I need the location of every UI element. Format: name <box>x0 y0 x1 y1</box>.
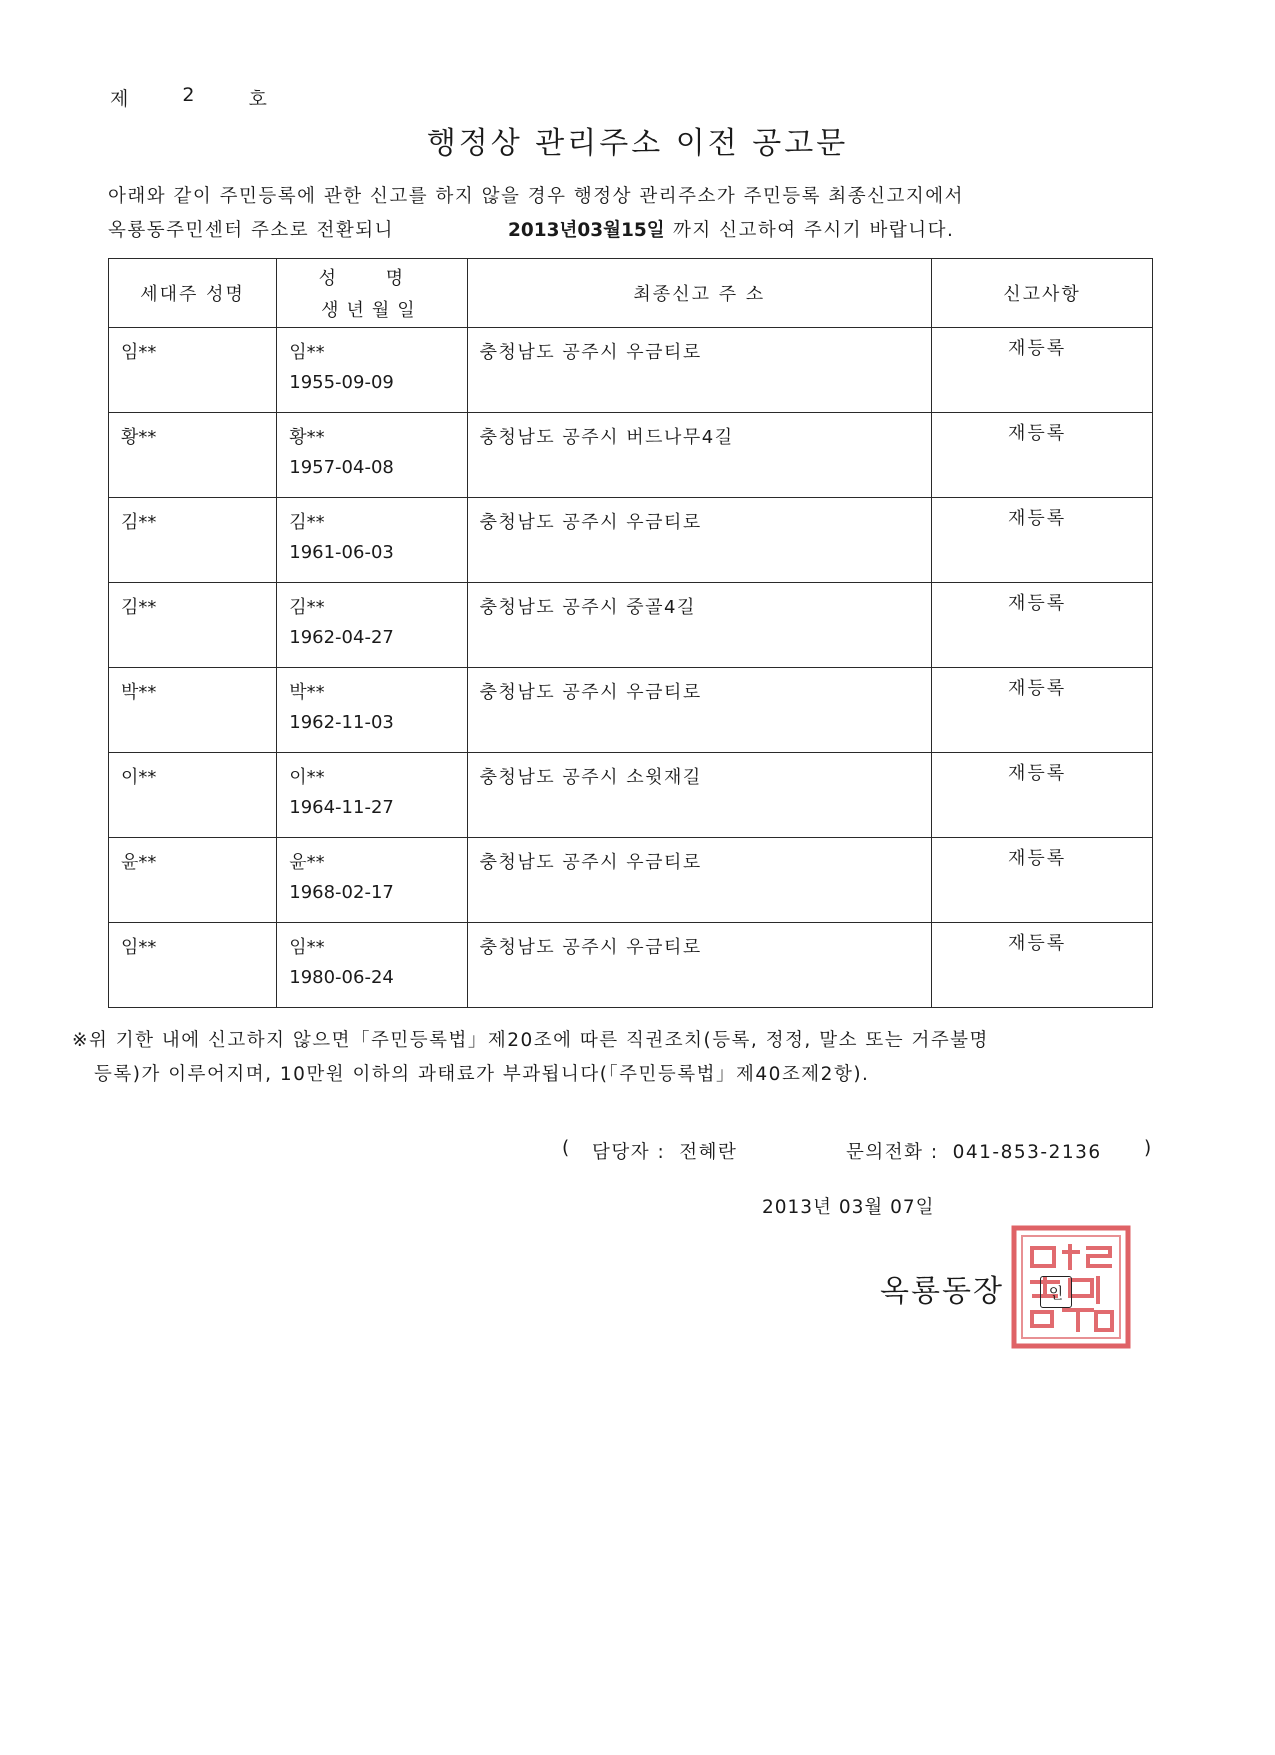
householder-cell: 김** <box>121 512 157 533</box>
birth-date: 1964-11-27 <box>289 797 394 818</box>
birth-date: 1961-06-03 <box>289 542 394 563</box>
contact-phone-label: 문의전화 : <box>846 1142 939 1163</box>
table-row <box>109 668 1153 753</box>
birth-date: 1968-02-17 <box>289 882 394 903</box>
birth-date: 1962-11-03 <box>289 712 394 733</box>
table-row <box>109 328 1153 413</box>
header-birth: 생년월일 <box>321 300 423 321</box>
document-number <box>110 84 269 111</box>
status-cell: 재등록 <box>1007 848 1067 869</box>
penalty-note-line-1: ※위 기한 내에 신고하지 않으면「주민등록법」제20조에 따른 직권조치(등록, 정정, 말소 또는 거주불명 <box>72 1030 989 1051</box>
householder-cell: 김** <box>121 597 157 618</box>
name-birth-cell <box>277 583 466 653</box>
name-birth-cell <box>277 328 466 398</box>
table-header-row <box>109 259 1153 328</box>
intro-line-2-tail: 까지 신고하여 주시기 바랍니다. <box>673 220 955 241</box>
resident-name: 김** <box>289 512 325 533</box>
seal-mark: 인 <box>1040 1276 1072 1308</box>
address-cell: 충청남도 공주시 중골4길 <box>479 597 696 618</box>
header-householder: 세대주 성명 <box>109 259 277 328</box>
header-status: 신고사항 <box>932 259 1153 328</box>
contact-close-paren: ) <box>1144 1138 1153 1159</box>
signer-title: 옥룡동장 <box>880 1274 1004 1309</box>
address-cell: 충청남도 공주시 버드나무4길 <box>479 427 734 448</box>
name-birth-cell <box>277 923 466 993</box>
resident-name: 황** <box>289 427 325 448</box>
contact-person-name: 전혜란 <box>679 1142 738 1163</box>
resident-name: 임** <box>289 342 325 363</box>
contact-person-label: 담당자 : <box>592 1142 666 1163</box>
address-cell: 충청남도 공주시 우금티로 <box>479 512 702 533</box>
penalty-note-line-2: 등록)가 이루어지며, 10만원 이하의 과태료가 부과됩니다(「주민등록법」제40조제2항). <box>94 1064 870 1085</box>
address-cell: 충청남도 공주시 우금티로 <box>479 682 702 703</box>
table-row <box>109 838 1153 923</box>
header-name-birth <box>277 259 467 328</box>
issue-date: 2013년 03월 07일 <box>762 1197 935 1218</box>
householder-cell: 황** <box>121 427 157 448</box>
householder-cell: 이** <box>121 767 157 788</box>
contact-phone-number: 041-853-2136 <box>952 1142 1102 1163</box>
intro-line-1: 아래와 같이 주민등록에 관한 신고를 하지 않을 경우 행정상 관리주소가 주민등록 최종신고지에서 <box>108 186 965 207</box>
doc-number-value: 2 <box>182 84 197 106</box>
resident-name: 윤** <box>289 852 325 873</box>
table-row <box>109 413 1153 498</box>
table-row <box>109 583 1153 668</box>
birth-date: 1962-04-27 <box>289 627 394 648</box>
deadline-date: 2013년03월15일 <box>508 220 665 241</box>
birth-date: 1955-09-09 <box>289 372 394 393</box>
contact-person <box>592 1138 737 1164</box>
householder-cell: 윤** <box>121 852 157 873</box>
householder-cell: 임** <box>121 342 157 363</box>
table-row <box>109 498 1153 583</box>
address-cell: 충청남도 공주시 우금티로 <box>479 342 702 363</box>
page-title: 행정상 관리주소 이전 공고문 <box>426 126 849 161</box>
birth-date: 1980-06-24 <box>289 967 394 988</box>
name-birth-cell <box>277 413 466 483</box>
status-cell: 재등록 <box>1007 933 1067 954</box>
intro-line-2 <box>108 216 955 242</box>
status-cell: 재등록 <box>1007 593 1067 614</box>
status-cell: 재등록 <box>1007 423 1067 444</box>
name-birth-cell <box>277 753 466 823</box>
resident-name: 이** <box>289 767 325 788</box>
table-row <box>109 923 1153 1008</box>
header-name: 성 명 <box>318 268 426 289</box>
header-address: 최종신고 주 소 <box>467 259 932 328</box>
intro-line-2-head: 옥룡동주민센터 주소로 전환되니 <box>108 220 394 241</box>
address-cell: 충청남도 공주시 우금티로 <box>479 937 702 958</box>
name-birth-cell <box>277 668 466 738</box>
address-cell: 충청남도 공주시 소윗재길 <box>479 767 702 788</box>
doc-number-suffix: 호 <box>248 88 269 110</box>
householder-cell: 임** <box>121 937 157 958</box>
resident-name: 박** <box>289 682 325 703</box>
householder-cell: 박** <box>121 682 157 703</box>
resident-name: 임** <box>289 937 325 958</box>
contact-phone <box>846 1138 1102 1164</box>
status-cell: 재등록 <box>1007 678 1067 699</box>
doc-number-prefix: 제 <box>110 88 131 110</box>
resident-name: 김** <box>289 597 325 618</box>
status-cell: 재등록 <box>1007 508 1067 529</box>
name-birth-cell <box>277 498 466 568</box>
registration-table <box>108 258 1153 1008</box>
penalty-note <box>72 1024 1212 1092</box>
contact-open-paren: ( <box>562 1138 571 1159</box>
status-cell: 재등록 <box>1007 338 1067 359</box>
birth-date: 1957-04-08 <box>289 457 394 478</box>
address-cell: 충청남도 공주시 우금티로 <box>479 852 702 873</box>
status-cell: 재등록 <box>1007 763 1067 784</box>
table-row <box>109 753 1153 838</box>
name-birth-cell <box>277 838 466 908</box>
